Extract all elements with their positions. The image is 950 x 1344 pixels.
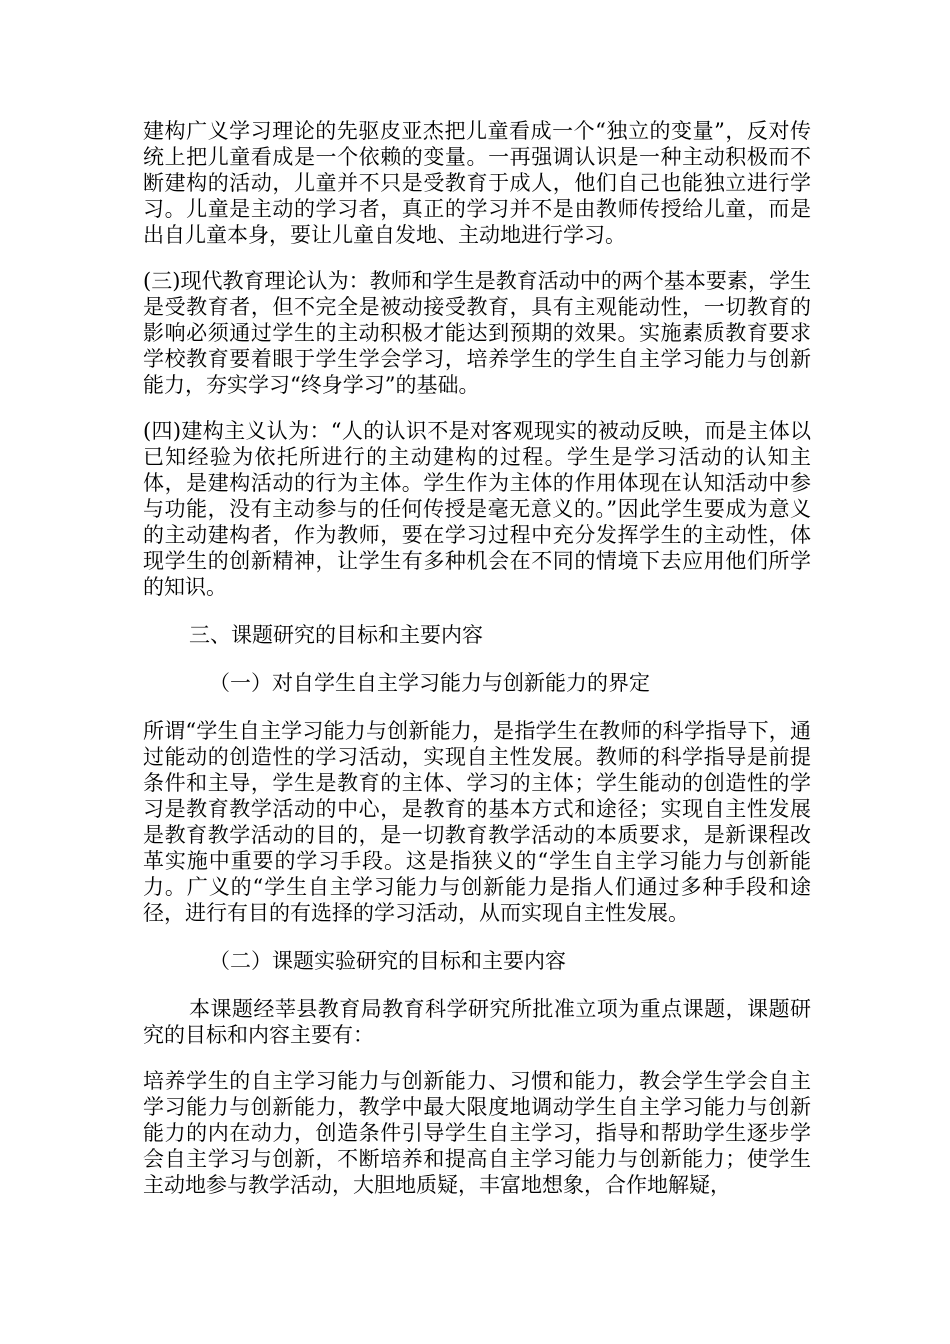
paragraph-modern-education-theory: (三)现代教育理论认为：教师和学生是教育活动中的两个基本要素，学生是受教育者，但不完全是被动接受教育，具有主观能动性，一切教育的影响必须通过学生的主动积极才能达到预期的效果。实施素质教育要求学校教育要着眼于学生学会学习，培养学生的学生自主学习能力与创新能力，夯实学习“终身学习”的基础。 — [143, 269, 811, 397]
paragraph-definition: 所谓“学生自主学习能力与创新能力，是指学生在教师的科学指导下，通过能动的创造性的学习活动，实现自主性发展。教师的科学指导是前提条件和主导，学生是教育的主体、学习的主体；学生能动的创造性的学习是教育教学活动的中心，是教育的基本方式和途径；实现自主性发展是教育教学活动的目的，是一切教育教学活动的本质要求，是新课程改革实施中重要的学习手段。这是指狭义的“学生自主学习能力与创新能力。广义的“学生自主学习能力与创新能力是指人们通过多种手段和途径，进行有目的有选择的学习活动，从而实现自主性发展。 — [143, 719, 811, 925]
paragraph-cultivation: 培养学生的自主学习能力与创新能力、习惯和能力，教会学生学会自主学习能力与创新能力，教学中最大限度地调动学生自主学习能力与创新能力的内在动力，创造条件引导学生自主学习，指导和帮助学生逐步学会自主学习与创新，不断培养和提高自主学习能力与创新能力；使学生主动地参与教学活动，大胆地质疑，丰富地想象，合作地解疑， — [143, 1069, 811, 1197]
subsection-heading-experiment: （二）课题实验研究的目标和主要内容 — [209, 949, 566, 973]
paragraph-approval: 本课题经莘县教育局教育科学研究所批准立项为重点课题，课题研究的目标和内容主要有： — [143, 997, 811, 1047]
document-page — [143, 118, 811, 1198]
paragraph-piaget: 建构广义学习理论的先驱皮亚杰把儿童看成一个“独立的变量”，反对传统上把儿童看成是一个依赖的变量。一再强调认识是一种主动积极而不断建构的活动，儿童并不只是受教育于成人，他们自己也能独立进行学习。儿童是主动的学习者，真正的学习并不是由教师传授给儿童，而是出自儿童本身，要让儿童自发地、主动地进行学习。 — [143, 119, 811, 247]
paragraph-constructivism: (四)建构主义认为：“人的认识不是对客观现实的被动反映，而是主体以已知经验为依托所进行的主动建构的过程。学生是学习活动的认知主体，是建构活动的行为主体。学生作为主体的作用体现在认知活动中参与功能，没有主动参与的任何传授是毫无意义的。”因此学生要成为意义的主动建构者，作为教师，要在学习过程中充分发挥学生的主动性，体现学生的创新精神，让学生有多种机会在不同的情境下去应用他们所学的知识。 — [143, 419, 811, 599]
section-heading-goals: 三、课题研究的目标和主要内容 — [189, 623, 483, 647]
subsection-heading-definition: （一）对自学生自主学习能力与创新能力的界定 — [209, 671, 650, 695]
